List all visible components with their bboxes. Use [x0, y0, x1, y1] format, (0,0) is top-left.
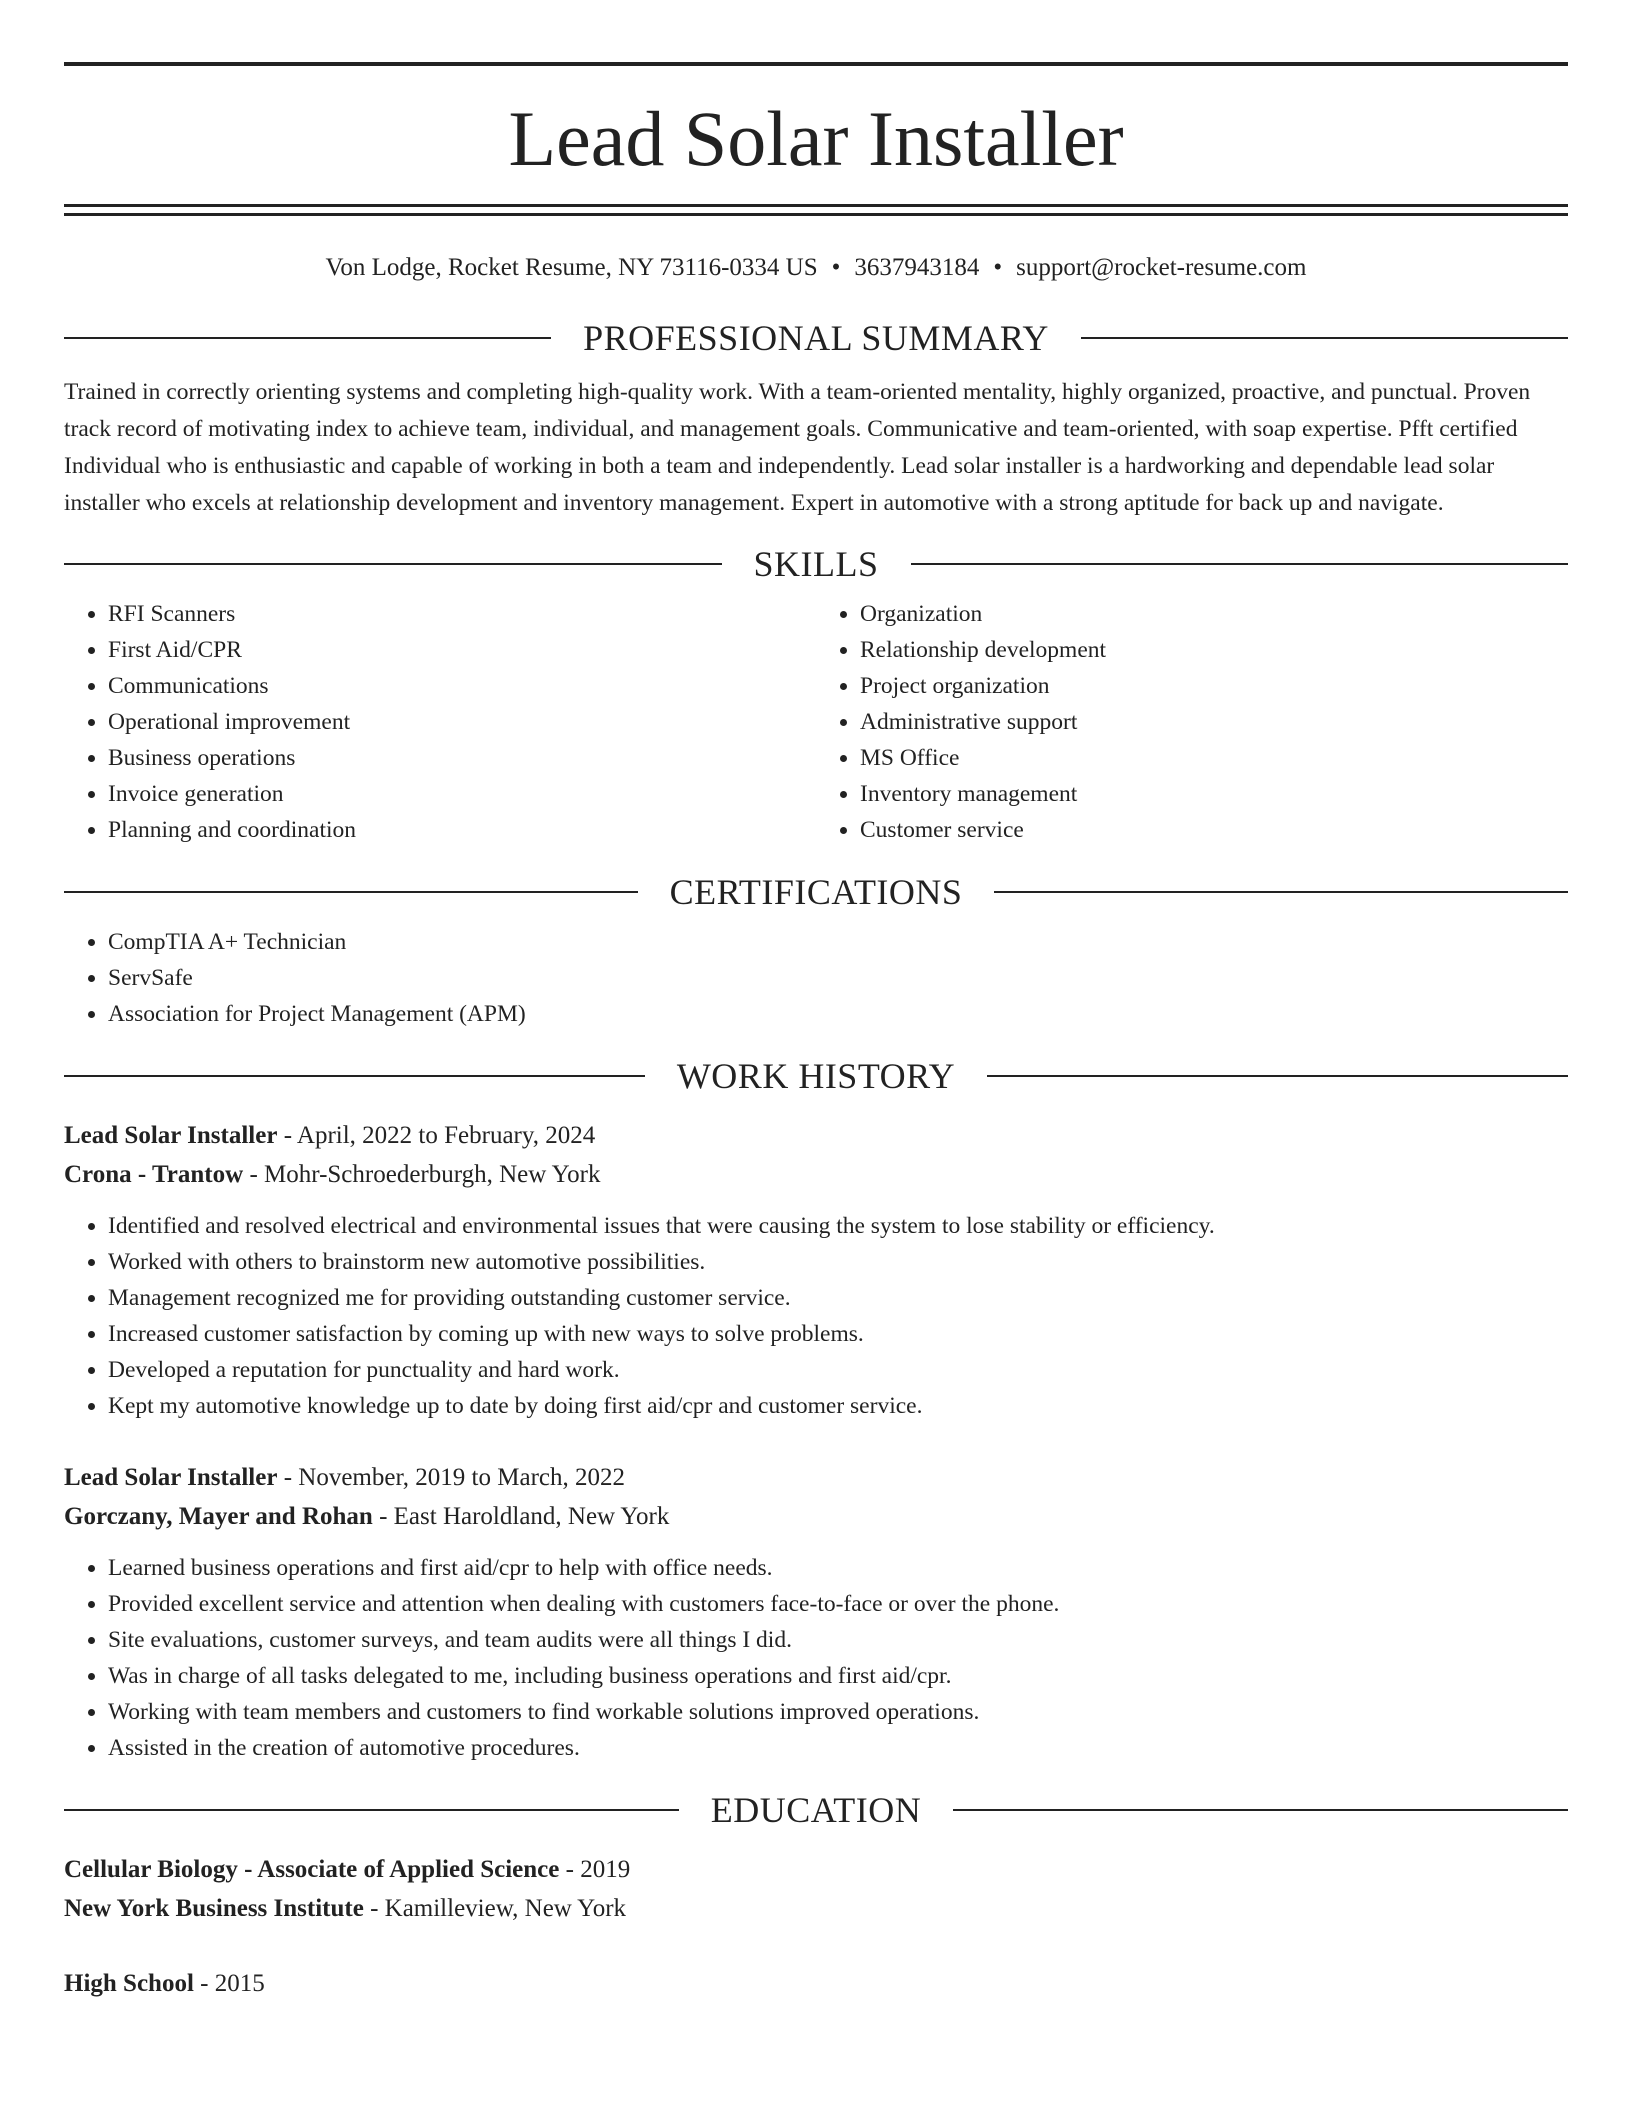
list-item: • Administrative support: [860, 704, 1568, 740]
education-school: New York Business Institute: [64, 1895, 364, 1922]
list-item: • Provided excellent service and attention when dealing with customers face-to-face or over the phone.: [108, 1586, 1568, 1622]
section-heading-education: [64, 1788, 1568, 1832]
job-dates: - November, 2019 to March, 2022: [277, 1464, 625, 1491]
list-item: • CompTIA A+ Technician: [108, 924, 1568, 960]
list-item: • First Aid/CPR: [108, 632, 816, 668]
contact-line: [64, 250, 1568, 286]
heading-rule: [911, 563, 1569, 565]
list-item: • ServSafe: [108, 960, 1568, 996]
contact-address: Von Lodge, Rocket Resume, NY 73116-0334 US: [325, 254, 818, 281]
skills-list-left: [64, 596, 816, 848]
list-item: • Planning and coordination: [108, 812, 816, 848]
title-double-rule: [64, 204, 1568, 216]
contact-separator: •: [831, 254, 841, 281]
list-item: • MS Office: [860, 740, 1568, 776]
summary-text: Trained in correctly orienting systems and completing high-quality work. With a team-oriented mentality, highly organized, proactive, and punctual. Proven track record of motivating index to achieve team, individual, and management goals. Communicative and team-oriented, with soap expertise. Pfft certified Individual who is enthusiastic and capable of working in both a team and independently. Lead solar installer is a hardworking and dependable lead solar installer who excels at relationship development and inventory management. Expert in automotive with a strong aptitude for back up and navigate.: [64, 379, 1531, 516]
education-degree-line: [64, 1850, 1568, 1889]
education-degree-line: [64, 1964, 1568, 2003]
job-company: Gorczany, Mayer and Rohan: [64, 1503, 373, 1530]
list-item: • Organization: [860, 596, 1568, 632]
heading-rule: [953, 1809, 1568, 1811]
list-item: • Association for Project Management (APM): [108, 996, 1568, 1032]
job-location: - East Haroldland, New York: [372, 1503, 670, 1530]
education-year: - 2015: [193, 1970, 265, 1997]
resume-title: Lead Solar Installer: [508, 95, 1124, 182]
section-title: WORK HISTORY: [676, 1056, 956, 1096]
contact-phone[interactable]: 3637943184: [854, 254, 980, 281]
job-entry: [64, 1458, 1568, 1766]
heading-rule: [64, 1809, 679, 1811]
list-item: • Working with team members and customers to find workable solutions improved operations.: [108, 1694, 1568, 1730]
list-item: • Management recognized me for providing outstanding customer service.: [108, 1280, 1568, 1316]
job-company-line: [64, 1155, 1568, 1194]
list-item: • Operational improvement: [108, 704, 816, 740]
section-title: EDUCATION: [710, 1790, 922, 1830]
section-heading-summary: [64, 316, 1568, 360]
list-item: • Inventory management: [860, 776, 1568, 812]
section-heading-work-history: [64, 1054, 1568, 1098]
list-item: • Kept my automotive knowledge up to date by doing first aid/cpr and customer service.: [108, 1388, 1568, 1424]
heading-rule: [64, 337, 551, 339]
heading-rule: [64, 1075, 645, 1077]
list-item: • Increased customer satisfaction by coming up with new ways to solve problems.: [108, 1316, 1568, 1352]
list-item: • Site evaluations, customer surveys, and team audits were all things I did.: [108, 1622, 1568, 1658]
education-entry: [64, 1850, 1568, 1928]
section-title: CERTIFICATIONS: [669, 872, 963, 912]
skills-columns: [64, 596, 1568, 848]
list-item: • Was in charge of all tasks delegated to me, including business operations and first aid/cpr.: [108, 1658, 1568, 1694]
section-heading-skills: [64, 542, 1568, 586]
job-title: Lead Solar Installer: [64, 1122, 278, 1149]
list-item: • RFI Scanners: [108, 596, 816, 632]
list-item: • Customer service: [860, 812, 1568, 848]
list-item: • Learned business operations and first aid/cpr to help with office needs.: [108, 1550, 1568, 1586]
list-item: • Communications: [108, 668, 816, 704]
contact-separator: •: [993, 254, 1003, 281]
job-title: Lead Solar Installer: [64, 1464, 278, 1491]
list-item: • Identified and resolved electrical and environmental issues that were causing the system to lose stability or efficiency.: [108, 1208, 1568, 1244]
list-item: • Project organization: [860, 668, 1568, 704]
certifications-list: [64, 924, 1568, 1032]
job-company: Crona - Trantow: [64, 1161, 244, 1188]
job-title-line: [64, 1116, 1568, 1155]
list-item: • Business operations: [108, 740, 816, 776]
top-rule: [64, 62, 1568, 66]
list-item: • Developed a reputation for punctuality and hard work.: [108, 1352, 1568, 1388]
job-duties-list: [64, 1208, 1568, 1424]
section-title: PROFESSIONAL SUMMARY: [583, 318, 1049, 358]
education-degree: High School: [64, 1970, 194, 1997]
job-company-line: [64, 1497, 1568, 1536]
job-duties-list: [64, 1550, 1568, 1766]
education-school-line: [64, 1889, 1568, 1928]
job-dates: - April, 2022 to February, 2024: [277, 1122, 596, 1149]
education-entry: [64, 1964, 1568, 2003]
section-heading-certifications: [64, 870, 1568, 914]
job-entry: [64, 1116, 1568, 1424]
education-year: - 2019: [559, 1856, 631, 1883]
list-item: • Relationship development: [860, 632, 1568, 668]
heading-rule: [64, 891, 638, 893]
heading-rule: [1081, 337, 1568, 339]
skills-list-right: [816, 596, 1568, 848]
heading-rule: [987, 1075, 1568, 1077]
section-title: SKILLS: [753, 544, 879, 584]
education-degree: Cellular Biology - Associate of Applied Science: [64, 1856, 560, 1883]
education-location: - Kamilleview, New York: [363, 1895, 627, 1922]
job-location: - Mohr-Schroederburgh, New York: [243, 1161, 601, 1188]
list-item: • Worked with others to brainstorm new automotive possibilities.: [108, 1244, 1568, 1280]
list-item: • Invoice generation: [108, 776, 816, 812]
contact-email[interactable]: support@rocket-resume.com: [1016, 254, 1307, 281]
heading-rule: [64, 563, 722, 565]
list-item: • Assisted in the creation of automotive procedures.: [108, 1730, 1568, 1766]
heading-rule: [994, 891, 1568, 893]
job-title-line: [64, 1458, 1568, 1497]
